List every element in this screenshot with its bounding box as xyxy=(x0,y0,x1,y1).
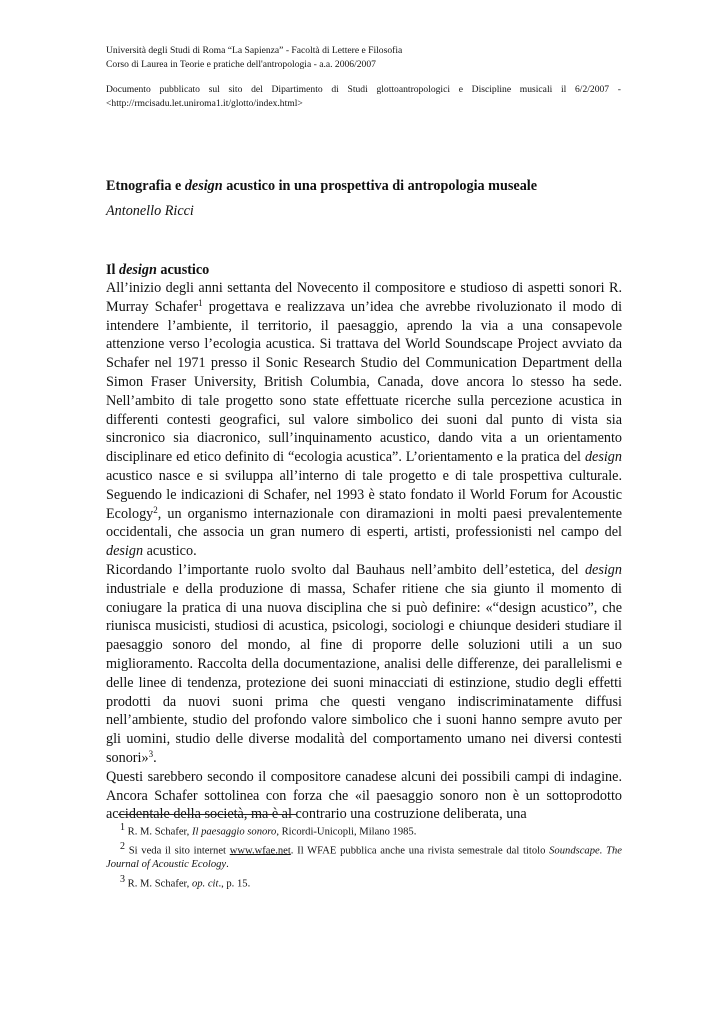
footnote-3 xyxy=(106,873,622,892)
footnote-3-number: 3 xyxy=(120,873,125,885)
p1-em-2: design xyxy=(106,543,144,560)
paper-author: Antonello Ricci xyxy=(106,203,194,219)
title-text-post: acustico in una prospettiva di antropologia museale xyxy=(222,178,538,194)
paper-title xyxy=(106,178,537,195)
p1-em-1: design xyxy=(584,449,622,466)
footnote-ref-1[interactable]: 1 xyxy=(198,297,203,308)
footnote-1-text-pre: R. M. Schafer, xyxy=(125,826,192,838)
p2-em-1: design xyxy=(584,561,622,578)
footnote-1-text-post: , Ricordi-Unicopli, Milano 1985. xyxy=(276,826,417,838)
footnote-separator xyxy=(118,814,296,815)
footnote-ref-3[interactable]: 3 xyxy=(148,748,154,759)
footnote-1-number: 1 xyxy=(120,822,125,833)
p2-text-3: . xyxy=(153,749,157,766)
p1-text-1: All’inizio degli anni settanta del Novecento il compositore e studioso di aspetti sonori R. Murray Schafer xyxy=(106,280,622,315)
footnote-2-journal-title: Soundscape. The Journal of Acoustic Ecology xyxy=(106,845,622,871)
header-url: <http://rmcisadu.let.uniroma1.it/glotto/index.html> xyxy=(106,97,303,109)
p1-text-4: , un organismo internazionale con diramazioni in molti paesi prevalentemente occidentali, che associa un gran numero di esperti, artisti, professionisti nel campo del xyxy=(106,505,622,541)
footnote-3-op-cit: op. cit xyxy=(191,878,219,890)
paragraph-1 xyxy=(106,279,622,561)
section-text-post: acustico xyxy=(156,262,210,278)
header-publication-note: Documento pubblicato sul sito del Dipartimento di Studi glottoantropologici e Discipline musicali il 6/2/2007 - xyxy=(106,84,621,95)
footnote-ref-2[interactable]: 2 xyxy=(153,504,158,515)
body-text xyxy=(106,279,622,824)
footnotes xyxy=(106,821,622,891)
footnote-2 xyxy=(106,840,622,873)
p3-text-1: Questi sarebbero secondo il compositore canadese alcuni dei possibili campi di indagine. Ancora Schafer sottolinea con forza che «il paesaggio sonoro non è un sottoprodotto accidentale della società, ma è al contrario una costruzione deliberata, una xyxy=(106,768,622,823)
footnote-2-text-pre: Si veda il sito internet xyxy=(125,845,230,857)
p2-text-1: Ricordando l’importante ruolo svolto dal Bauhaus nell’ambito dell’estetica, del xyxy=(106,561,585,578)
document-header xyxy=(106,44,621,110)
p1-text-3: acustico nasce e si sviluppa all’interno di tale progetto e di tale prospettiva culturale. Seguendo le indicazioni di Schafer, nel 1993 è stato fondato il World Forum for Acoustic Ecology xyxy=(106,467,622,522)
header-university: Università degli Studi di Roma “La Sapienza” - Facoltà di Lettere e Filosofia xyxy=(106,45,403,56)
wfae-link[interactable]: www.wfae.net xyxy=(229,845,291,857)
footnote-2-text-mid: . Il WFAE pubblica anche una rivista semestrale dal titolo xyxy=(290,845,550,857)
footnote-1-book-title: Il paesaggio sonoro xyxy=(191,826,277,838)
title-text-em: design xyxy=(184,178,223,194)
footnote-3-text-pre: R. M. Schafer, xyxy=(125,878,192,890)
p1-text-2: progettava e realizzava un’idea che avrebbe rivoluzionato il modo di intendere l’ambiente, il territorio, il paesaggio, aprendo la via a una consapevole attenzione verso l’ecologia acustica. Si trattava del World Soundscape Project avviato da Schafer nel 1971 presso il Sonic Research Studio del Communication Department della Simon Fraser University, British Columbia, Canada, dove ancora lo stesso ha sede. Nell’ambito di tale progetto sono state effettuate ricerche sulla percezione acustica in differenti contesti geografici, sul valore simbolico dei suoni dal punto di vista sia sincronico sia diacronico, sull’inquinamento acustico, dando vita a un orientamento disciplinare ed etico definito di “ecologia acustica”. L’orientamento e la pratica del xyxy=(106,298,623,466)
paragraph-2 xyxy=(106,561,622,768)
p2-text-2: industriale e della produzione di massa, Schafer ritiene che sia giunto il momento di coniugare la pratica di una nuova disciplina che si può definire: «“design acustico”, che riunisca musicisti, studiosi di acustica, psicologi, sociologi e chiunque desideri studiare il paesaggio sonoro del mondo, al fine di proporre delle soluzioni utili a un suo miglioramento. Raccolta della documentazione, analisi delle differenze, dei parallelismi e delle linee di tendenza, protezione dei suoni minacciati di estinzione, studio degli effetti prodotti da nuovi suoni prima che questi vengano indiscriminatamente diffusi nell’ambiente, studio del profondo valore simbolico che i suoni hanno sempre avuto per gli uomini, studio delle diverse modalità del comportamento umano nei diversi contesti sonori» xyxy=(106,580,622,766)
p1-text-5: acustico. xyxy=(143,543,197,560)
header-course: Corso di Laurea in Teorie e pratiche dell'antropologia - a.a. 2006/2007 xyxy=(106,58,376,70)
footnote-3-text-post: ., p. 15. xyxy=(218,878,251,890)
footnote-2-text-post: . xyxy=(226,859,229,871)
section-heading xyxy=(106,262,209,279)
footnote-2-number: 2 xyxy=(120,840,125,852)
section-text-pre: Il xyxy=(106,262,120,278)
paragraph-3 xyxy=(106,768,622,824)
title-text-pre: Etnografia e xyxy=(106,178,185,194)
section-text-em: design xyxy=(119,262,157,278)
footnote-1 xyxy=(106,821,622,840)
